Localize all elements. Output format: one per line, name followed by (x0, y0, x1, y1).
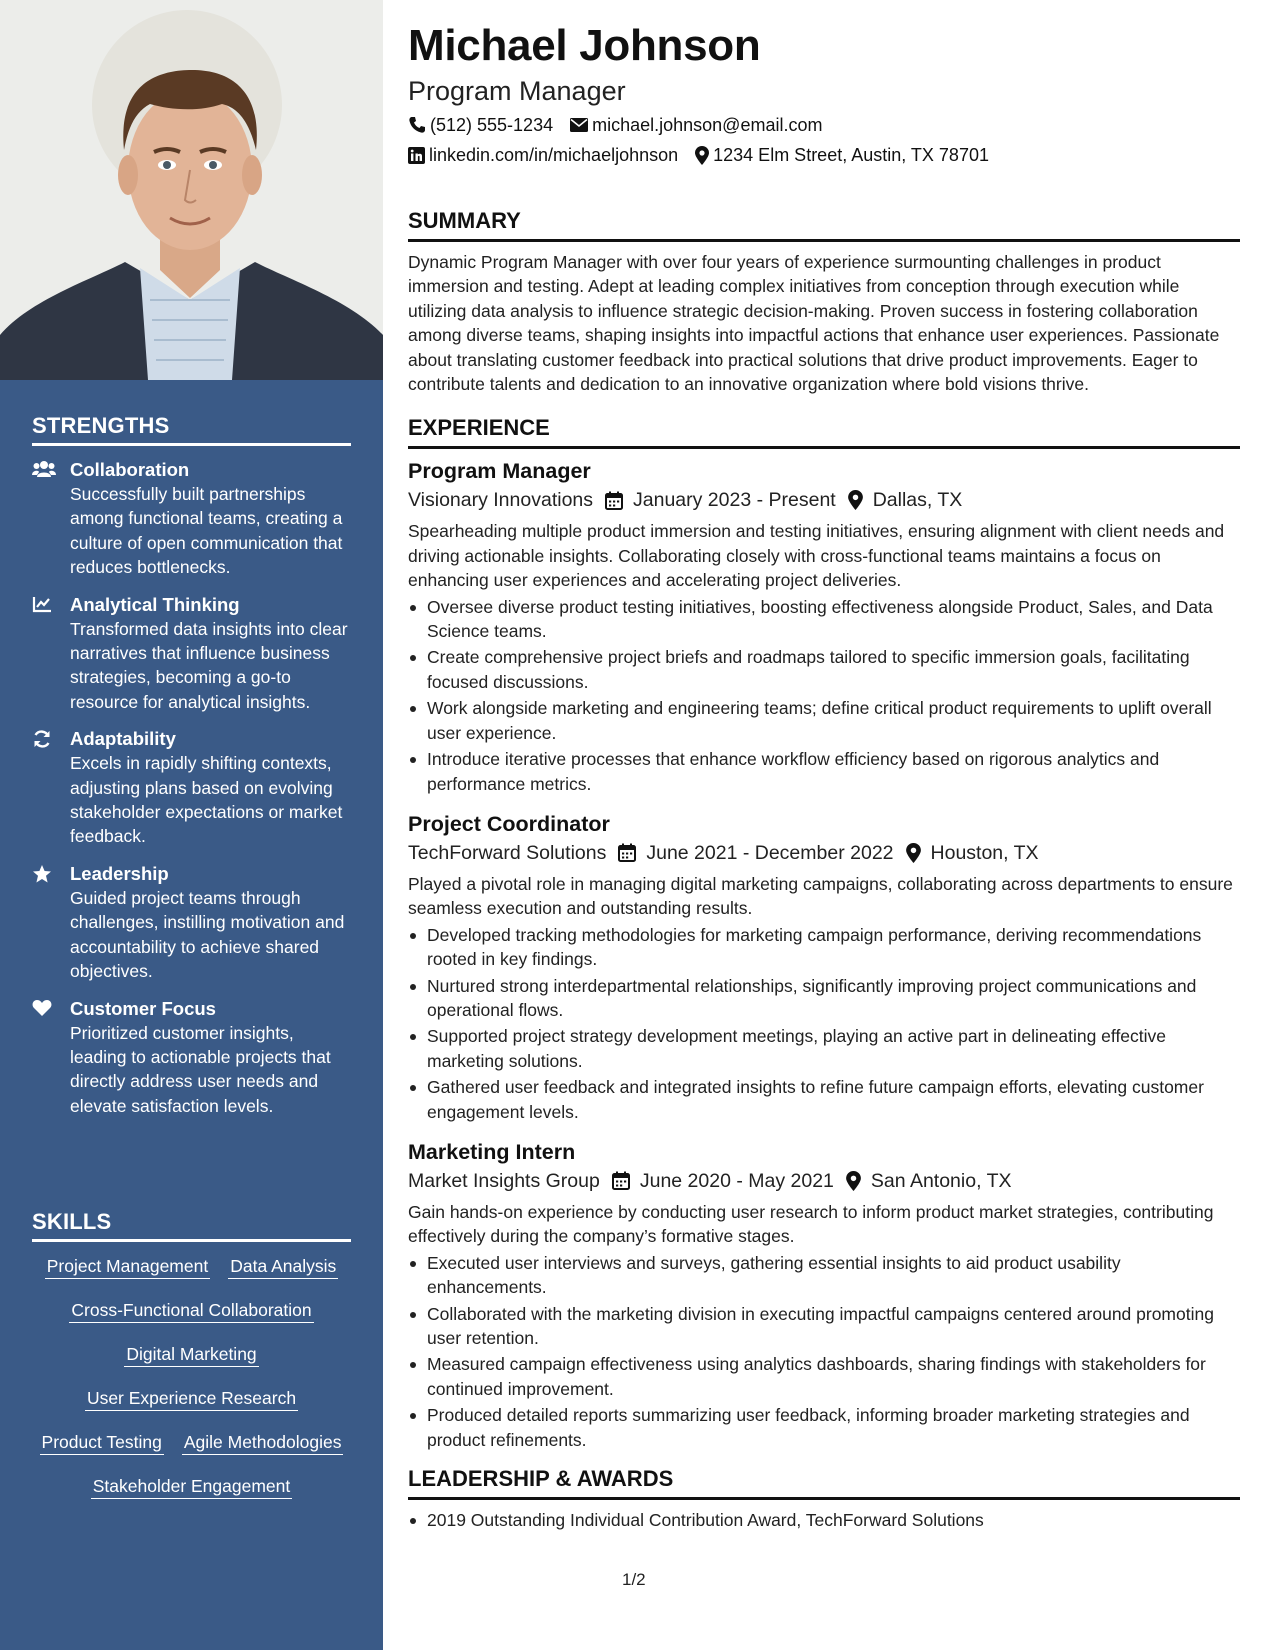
job-description: Gain hands-on experience by conducting user research to inform product market strategies, contributing effectively during the company’s formative stages. (408, 1201, 1214, 1247)
bullet-item: Create comprehensive project briefs and roadmaps tailored to specific immersion goals, facilitating focused discussions. (408, 645, 1240, 694)
email-contact[interactable] (570, 112, 822, 138)
email-address[interactable]: michael.johnson@email.com (592, 115, 823, 135)
calendar-icon (605, 491, 623, 510)
skill-tag: Project Management (45, 1255, 210, 1279)
phone-icon (408, 116, 426, 134)
star-icon (32, 862, 70, 984)
profile-photo (0, 0, 383, 380)
awards-section (408, 1466, 1240, 1532)
bullet-item: Supported project strategy development meetings, playing an active part in delineating effective marketing solutions. (408, 1024, 1240, 1073)
job-location: Houston, TX (930, 841, 1039, 864)
calendar-icon (618, 843, 636, 862)
refresh-icon (32, 727, 70, 849)
strength-item (32, 593, 351, 715)
address-contact (695, 142, 989, 168)
job-bullets (408, 595, 1240, 796)
bullet-item: Work alongside marketing and engineering teams; define critical product requirements to uplift overall user experience. (408, 696, 1240, 745)
skills-section (32, 1209, 351, 1499)
company-name: Visionary Innovations (408, 489, 594, 512)
job-title: Project Coordinator (408, 811, 610, 836)
bullet-item: Collaborated with the marketing division in executing impactful campaigns centered around promoting user retention. (408, 1302, 1240, 1351)
job-meta (408, 1166, 1240, 1196)
job-location: Dallas, TX (872, 489, 963, 512)
strength-title: Collaboration (70, 459, 190, 480)
job-description: Spearheading multiple product immersion and testing initiatives, ensuring alignment with client needs and driving actionable insights. Collaborating closely with cross-functional teams maintains a focus on enhancing user experiences and accelerating project deliveries. (408, 521, 1225, 591)
bullet-item: Executed user interviews and surveys, gathering essential insights to aid product usability enhancements. (408, 1251, 1240, 1300)
summary-section (408, 208, 1240, 396)
skill-tag: Data Analysis (228, 1255, 338, 1279)
job-title: Program Manager (408, 459, 591, 484)
skill-tag: Stakeholder Engagement (91, 1475, 293, 1499)
company-name: Market Insights Group (408, 1169, 600, 1192)
sidebar (0, 0, 383, 1650)
map-pin-icon (846, 1171, 861, 1191)
contact-row (408, 142, 1240, 168)
job-entry (408, 457, 1240, 795)
award-item: 2019 Outstanding Individual Contribution Award, TechForward Solutions (408, 1508, 1240, 1532)
skill-tag: Product Testing (40, 1431, 164, 1455)
phone-number: (512) 555-1234 (430, 115, 554, 135)
experience-section (408, 415, 1240, 1452)
address-text: 1234 Elm Street, Austin, TX 78701 (713, 145, 989, 165)
strengths-section (32, 413, 351, 1131)
job-meta (408, 838, 1240, 868)
skill-tag: Digital Marketing (124, 1343, 258, 1367)
map-pin-icon (848, 490, 863, 510)
strength-description: Excels in rapidly shifting contexts, adjusting plans based on evolving stakeholder expectations or market feedback. (70, 753, 343, 847)
calendar-icon (612, 1171, 630, 1190)
skill-tag: Cross-Functional Collaboration (69, 1299, 313, 1323)
strength-item (32, 727, 351, 849)
bullet-item: Measured campaign effectiveness using analytics dashboards, sharing findings with stakeholders for continued improvement. (408, 1352, 1240, 1401)
strength-description: Guided project teams through challenges, instilling motivation and accountability to achieve shared objectives. (70, 887, 345, 982)
job-dates: June 2021 - December 2022 (646, 841, 894, 864)
strength-title: Leadership (70, 862, 169, 884)
strength-title: Customer Focus (70, 997, 216, 1019)
contact-row (408, 112, 1240, 138)
page-number: 1/2 (622, 1570, 646, 1589)
company-name: TechForward Solutions (408, 841, 607, 864)
main-content (408, 20, 1240, 1532)
skill-tag: User Experience Research (85, 1387, 298, 1411)
bullet-item: Produced detailed reports summarizing user feedback, informing broader marketing strategies and product refinements. (408, 1403, 1240, 1452)
job-entry (408, 810, 1240, 1124)
map-pin-icon (906, 843, 921, 863)
bullet-item: Nurtured strong interdepartmental relationships, significantly improving project communications and operational flows. (408, 974, 1240, 1023)
experience-heading: EXPERIENCE (408, 415, 1240, 449)
users-icon (32, 458, 70, 580)
strength-item (32, 862, 351, 984)
strengths-heading: STRENGTHS (32, 413, 351, 446)
bullet-item: Developed tracking methodologies for marketing campaign performance, deriving recommendations rooted in key findings. (408, 923, 1240, 972)
job-description: Played a pivotal role in managing digital marketing campaigns, collaborating across departments to ensure seamless execution and outstanding results. (408, 873, 1233, 919)
bullet-item: Introduce iterative processes that enhance workflow efficiency based on rigorous analytics and performance metrics. (408, 747, 1240, 796)
bullet-item: Oversee diverse product testing initiatives, boosting effectiveness alongside Product, Sales, and Data Science teams. (408, 595, 1240, 644)
candidate-name: Michael Johnson (408, 21, 761, 70)
linkedin-icon (408, 147, 425, 164)
strength-item (32, 458, 351, 580)
job-dates: June 2020 - May 2021 (639, 1169, 834, 1192)
job-bullets (408, 1251, 1240, 1452)
phone-contact (408, 112, 553, 138)
linkedin-url[interactable]: linkedin.com/in/michaeljohnson (429, 145, 679, 165)
job-bullets (408, 923, 1240, 1124)
linkedin-contact[interactable] (408, 142, 678, 168)
strength-title: Analytical Thinking (70, 593, 240, 615)
strength-description: Successfully built partnerships among functional teams, creating a culture of open communication that reduces bottlenecks. (70, 484, 343, 578)
strength-description: Prioritized customer insights, leading to actionable projects that directly address user needs and elevate satisfaction levels. (70, 1022, 331, 1116)
strength-item (32, 997, 351, 1119)
job-dates: January 2023 - Present (633, 489, 836, 512)
summary-heading: SUMMARY (408, 208, 1240, 242)
candidate-title: Program Manager (408, 76, 626, 106)
job-title: Marketing Intern (408, 1139, 576, 1164)
chart-line-icon (32, 593, 70, 715)
envelope-icon (570, 118, 588, 132)
job-entry (408, 1138, 1240, 1452)
summary-text: Dynamic Program Manager with over four years of experience surmounting challenges in product immersion and testing. Adept at leading complex initiatives from conception through execution while utilizing data analysis to influence strategic decision-making. Proven success in fostering collaboration among diverse teams, shaping insights into impactful actions that enhance user experiences. Passionate about translating customer feedback into practical solutions that drive product improvements. Eager to contribute talents and dedication to an innovative organization where bold visions thrive. (408, 252, 1220, 395)
heart-icon (32, 997, 70, 1119)
strength-description: Transformed data insights into clear narratives that influence business strategies, becoming a go-to resource for analytical insights. (70, 618, 348, 712)
awards-heading: LEADERSHIP & AWARDS (408, 1466, 1240, 1500)
map-pin-icon (695, 146, 709, 165)
strength-title: Adaptability (70, 728, 176, 750)
job-location: San Antonio, TX (870, 1169, 1012, 1192)
awards-list (408, 1508, 1240, 1532)
skill-tag: Agile Methodologies (182, 1431, 344, 1455)
skills-heading: SKILLS (32, 1209, 351, 1242)
job-meta (408, 485, 1240, 515)
bullet-item: Gathered user feedback and integrated insights to refine future campaign efforts, elevating customer engagement levels. (408, 1075, 1240, 1124)
